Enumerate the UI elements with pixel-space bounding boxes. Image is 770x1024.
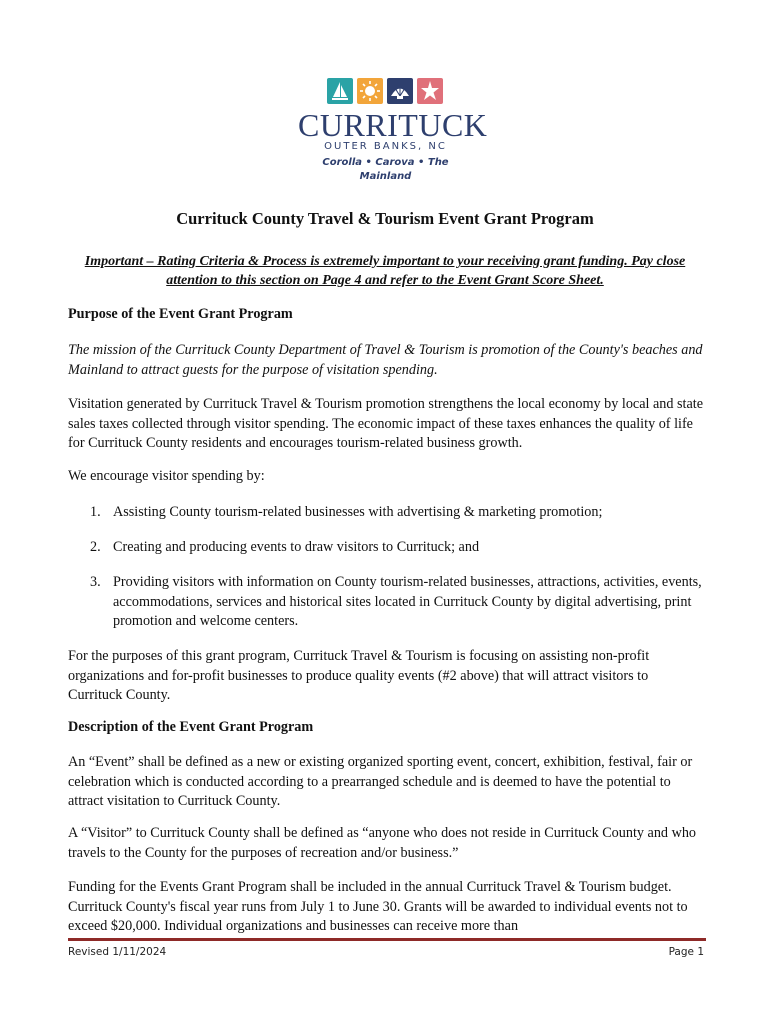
currituck-logo	[298, 78, 488, 182]
visitor-definition: A “Visitor” to Currituck County shall be defined as “anyone who does not reside in Currituck County and who travels to the County for the purposes of recreation and/or business.”	[68, 825, 697, 861]
sun-icon	[357, 78, 383, 104]
logo-icon-tiles	[327, 78, 443, 106]
revised-date: Revised 1/11/2024	[68, 946, 167, 958]
list-number: 3.	[90, 574, 101, 590]
document-title: Currituck County Travel & Tourism Event Grant Program	[176, 209, 594, 228]
event-definition: An “Event” shall be defined as a new or existing organized sporting event, concert, exhibition, festival, fair or celebration which is conducted according to a prearranged schedule and is deemed to have the potential to attract visitation to Currituck County.	[68, 754, 693, 809]
page-number: Page 1	[668, 946, 704, 958]
list-number: 1.	[90, 504, 101, 520]
list-text: Creating and producing events to draw visitors to Currituck; and	[113, 539, 480, 555]
mission-statement: The mission of the Currituck County Department of Travel & Tourism is promotion of the County's beaches and Mainland to attract guests for the purpose of visitation spending.	[68, 342, 703, 378]
list-text: Providing visitors with information on County tourism-related businesses, attractions, activities, events, accommodations, services and historical sites located in Currituck County by digital advertising, print promotion and welcome centers.	[113, 574, 702, 629]
sailboat-icon	[327, 78, 353, 104]
visitation-paragraph: Visitation generated by Currituck Travel & Tourism promotion strengthens the local economy by local and state sales taxes collected through visitor spending. The economic impact of these taxes enhances the quality of life for Currituck County residents and encourages tourism-related business growth.	[68, 396, 704, 451]
encourage-intro: We encourage visitor spending by:	[68, 468, 265, 484]
purpose-heading: Purpose of the Event Grant Program	[68, 306, 293, 322]
starfish-icon	[417, 78, 443, 104]
focus-paragraph: For the purposes of this grant program, Currituck Travel & Tourism is focusing on assisting non-profit organizations and for-profit businesses to produce quality events (#2 above) that will attract visitors to Currituck County.	[68, 648, 650, 703]
list-number: 2.	[90, 539, 101, 555]
funding-paragraph: Funding for the Events Grant Program shall be included in the annual Currituck Travel & Tourism budget. Currituck County's fiscal year runs from July 1 to June 30. Grants will be awarded to individual events not to exceed $20,000. Individual organizations and businesses can receive more than	[68, 879, 688, 934]
logo-wordmark: CURRITUCK	[298, 107, 488, 143]
logo-tagline: Corolla • Carova • The Mainland	[322, 157, 449, 182]
footer-divider	[68, 938, 706, 941]
description-heading: Description of the Event Grant Program	[68, 719, 314, 735]
important-note: Important – Rating Criteria & Process is extremely important to your receiving grant funding. Pay close attention to this section on Page 4 and refer to the Event Grant Score Sheet.	[84, 254, 686, 288]
logo-subtitle: OUTER BANKS, NC	[324, 141, 447, 152]
list-text: Assisting County tourism-related businesses with advertising & marketing promotion;	[113, 504, 603, 520]
shell-icon	[387, 78, 413, 104]
